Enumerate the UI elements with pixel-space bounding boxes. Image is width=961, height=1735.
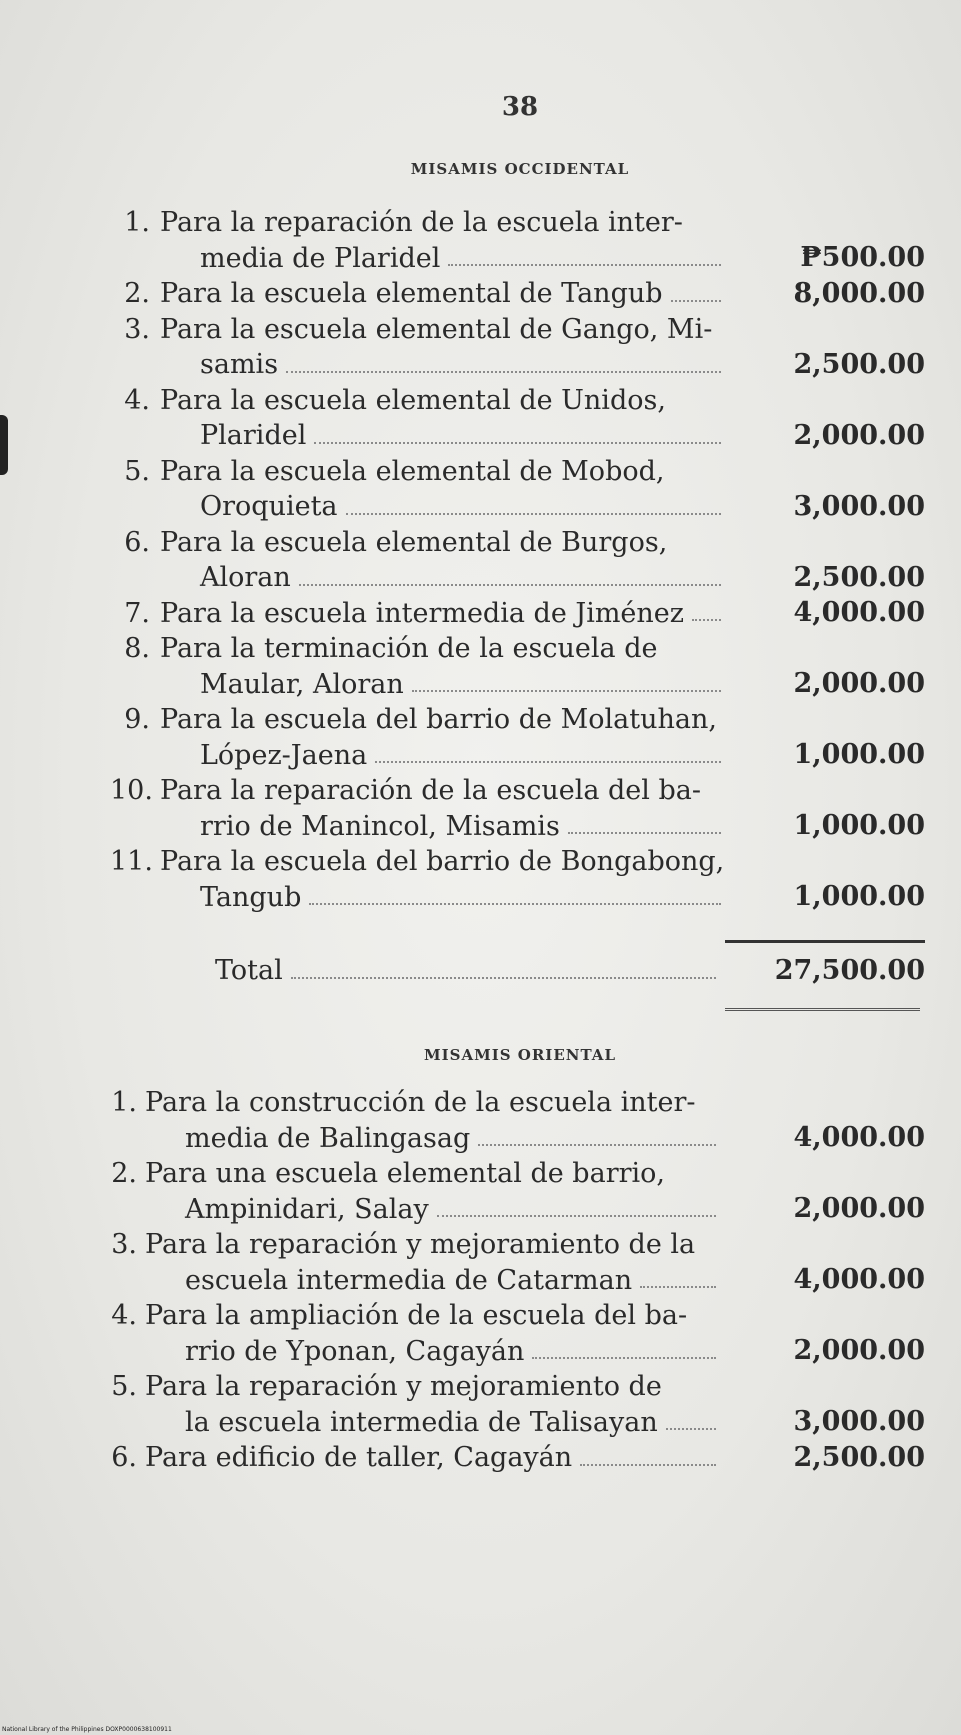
item-amount: 3,000.00	[793, 490, 925, 522]
item-number: 5.	[124, 455, 150, 487]
item-amount: 2,000.00	[793, 1193, 925, 1224]
appropriation-list-occidental	[0, 205, 961, 915]
appropriation-list-oriental	[0, 1085, 961, 1476]
leader-dots	[640, 1286, 716, 1288]
list-item	[0, 702, 961, 773]
item-amount: 8,000.00	[793, 277, 925, 309]
leader-dots	[346, 513, 721, 515]
list-item	[0, 383, 961, 454]
leader-dots	[437, 1215, 716, 1217]
item-text: Para la escuela del barrio de Molatuhan,	[160, 704, 717, 735]
leader-dots	[671, 300, 721, 302]
item-number: 2.	[124, 278, 150, 309]
item-amount: 3,000.00	[793, 1406, 925, 1437]
item-amount: 2,000.00	[793, 668, 925, 699]
list-item	[0, 844, 961, 915]
item-text: Para la reparación de la escuela del ba-	[160, 775, 701, 806]
item-text: rrio de Manincol, Misamis	[200, 810, 560, 842]
list-item	[0, 631, 961, 702]
item-amount: 2,500.00	[793, 348, 925, 380]
list-item	[0, 1298, 961, 1369]
list-item	[0, 205, 961, 276]
leader-dots	[478, 1144, 716, 1146]
leader-dots	[299, 584, 721, 586]
total-double-rule	[725, 1008, 920, 1015]
list-item	[0, 1227, 961, 1298]
item-text: rrio de Yponan, Cagayán	[185, 1335, 525, 1367]
item-number: 6.	[111, 1442, 137, 1473]
leader-dots	[286, 371, 721, 373]
item-number: 4.	[111, 1300, 137, 1331]
total-rule	[725, 940, 925, 943]
item-text: Para la escuela elemental de Burgos,	[160, 526, 668, 558]
leader-dots	[448, 264, 721, 266]
item-amount: 2,500.00	[793, 1441, 925, 1473]
item-text: Oroquieta	[200, 491, 338, 522]
item-amount: 1,000.00	[793, 810, 925, 841]
leader-dots	[375, 761, 721, 763]
item-text: Tangub	[200, 881, 302, 913]
item-text: Para la ampliación de la escuela del ba-	[145, 1300, 688, 1331]
list-item	[0, 1369, 961, 1440]
item-text: media de Balingasag	[185, 1122, 471, 1154]
item-number: 9.	[124, 704, 150, 735]
item-text: Para la escuela elemental de Tangub	[160, 278, 663, 309]
item-number: 1.	[111, 1087, 137, 1118]
item-amount: 1,000.00	[793, 739, 925, 770]
total-amount: 27,500.00	[774, 955, 925, 986]
item-text: Para la escuela intermedia de Jiménez	[160, 597, 685, 629]
item-number: 3.	[111, 1229, 137, 1260]
leader-dots	[291, 977, 716, 979]
list-item	[0, 1156, 961, 1227]
item-amount: 1,000.00	[793, 881, 925, 912]
item-amount: ₱500.00	[800, 242, 925, 273]
item-number: 6.	[124, 526, 150, 558]
item-number: 2.	[111, 1158, 137, 1189]
item-number: 8.	[124, 633, 150, 664]
item-text: media de Plaridel	[200, 242, 441, 274]
item-amount: 4,000.00	[793, 597, 925, 628]
item-amount: 4,000.00	[793, 1122, 925, 1153]
item-text: Para la construcción de la escuela inter-	[145, 1087, 696, 1118]
item-text: Maular, Aloran	[200, 668, 404, 700]
item-text: Para la reparación de la escuela inter-	[160, 207, 683, 238]
item-text: Para la reparación y mejoramiento de la	[145, 1229, 696, 1260]
section-title-oriental: MISAMIS ORIENTAL	[424, 1046, 616, 1064]
item-text: Para la reparación y mejoramiento de	[145, 1371, 662, 1402]
item-number: 11.	[110, 846, 153, 877]
leader-dots	[314, 442, 721, 444]
total-row	[0, 953, 961, 989]
list-item	[0, 773, 961, 844]
section-title-occidental: MISAMIS OCCIDENTAL	[410, 160, 630, 178]
list-item	[0, 312, 961, 383]
item-amount: 4,000.00	[793, 1264, 925, 1295]
item-number: 10.	[110, 775, 153, 806]
item-text: escuela intermedia de Catarman	[185, 1264, 633, 1296]
item-amount: 2,500.00	[793, 561, 925, 593]
list-item	[0, 276, 961, 312]
item-text: Para la escuela elemental de Unidos,	[160, 384, 666, 416]
leader-dots	[666, 1428, 716, 1430]
leader-dots	[309, 903, 721, 905]
item-number: 1.	[124, 207, 150, 238]
list-item	[0, 596, 961, 632]
list-item	[0, 454, 961, 525]
item-text: Aloran	[200, 562, 291, 593]
item-text: Para la terminación de la escuela de	[160, 633, 658, 664]
item-text: Para una escuela elemental de barrio,	[145, 1158, 665, 1189]
item-number: 7.	[124, 597, 150, 629]
item-amount: 2,000.00	[793, 419, 925, 451]
item-number: 4.	[124, 384, 150, 416]
item-text: Para la escuela del barrio de Bongabong,	[160, 846, 725, 877]
leader-dots	[412, 690, 721, 692]
item-text: Para edificio de taller, Cagayán	[145, 1442, 573, 1473]
item-text: samis	[200, 349, 279, 380]
list-item	[0, 1085, 961, 1156]
item-text: Para la escuela elemental de Gango, Mi-	[160, 313, 713, 345]
footer-credit: National Library of the Philippines DOXP0000638100911	[2, 1726, 172, 1733]
total-label: Total	[215, 955, 283, 986]
page-number: 38	[501, 92, 539, 122]
item-text: Para la escuela elemental de Mobod,	[160, 455, 665, 487]
item-number: 5.	[111, 1371, 137, 1402]
list-item	[0, 1440, 961, 1476]
list-item	[0, 525, 961, 596]
item-amount: 2,000.00	[793, 1335, 925, 1366]
item-text: la escuela intermedia de Talisayan	[185, 1406, 658, 1438]
leader-dots	[580, 1464, 716, 1466]
item-number: 3.	[124, 313, 150, 345]
item-text: Plaridel	[200, 420, 307, 451]
item-text: López-Jaena	[200, 739, 368, 771]
item-text: Ampinidari, Salay	[185, 1193, 429, 1225]
leader-dots	[568, 832, 721, 834]
leader-dots	[692, 619, 721, 621]
leader-dots	[532, 1357, 716, 1359]
